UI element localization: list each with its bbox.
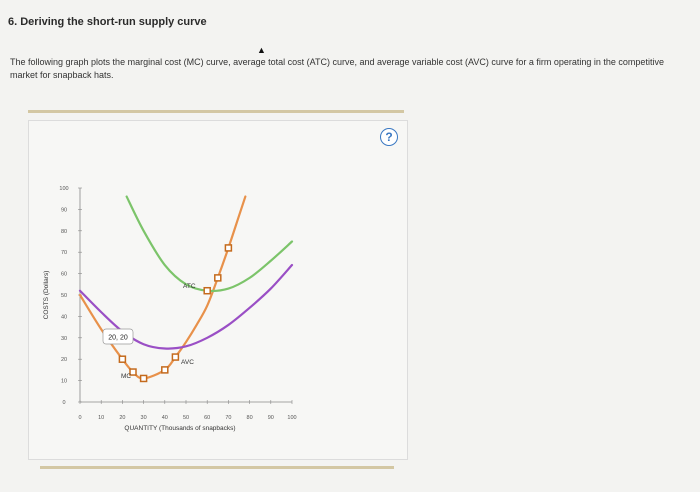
question-text: The following graph plots the marginal cost (MC) curve, average total cost (ATC) curve, and average variable cost (AVC) curve for a firm operating in the competitive market for snapback hats. bbox=[10, 57, 664, 80]
mc-point-marker[interactable] bbox=[172, 354, 178, 360]
mc-point-marker[interactable] bbox=[225, 245, 231, 251]
y-tick-label: 40 bbox=[60, 314, 68, 321]
question-title: 6. Deriving the short-run supply curve bbox=[8, 16, 207, 28]
x-axis-title: QUANTITY (Thousands of snapbacks) bbox=[124, 425, 236, 432]
label-atc: ATC bbox=[183, 283, 196, 290]
y-tick-label: 10 bbox=[60, 378, 68, 385]
y-tick-label: 60 bbox=[60, 271, 68, 278]
point-label-text: 20, 20 bbox=[108, 334, 128, 342]
mc-point-marker[interactable] bbox=[119, 356, 125, 362]
y-tick-label: 30 bbox=[60, 335, 68, 342]
divider-bottom bbox=[40, 466, 394, 469]
y-tick-label: 80 bbox=[60, 228, 68, 235]
x-tick-label: 10 bbox=[98, 415, 105, 421]
label-mc: MC bbox=[121, 373, 132, 380]
y-tick-label: 0 bbox=[62, 400, 66, 406]
mc-point-marker[interactable] bbox=[215, 275, 221, 281]
x-tick-label: 70 bbox=[225, 415, 232, 421]
x-tick-label: 90 bbox=[267, 415, 274, 421]
x-tick-label: 30 bbox=[140, 415, 147, 421]
x-tick-label: 40 bbox=[161, 415, 168, 421]
y-tick-label: 50 bbox=[60, 293, 68, 299]
x-tick-label: 80 bbox=[246, 415, 253, 421]
x-tick-label: 0 bbox=[78, 415, 82, 421]
y-tick-label: 100 bbox=[59, 186, 69, 192]
x-tick-label: 20 bbox=[119, 415, 126, 421]
x-tick-label: 50 bbox=[182, 415, 190, 421]
y-tick-label: 20 bbox=[60, 357, 68, 364]
mc-point-marker[interactable] bbox=[141, 375, 147, 381]
help-question-icon[interactable]: ? bbox=[380, 128, 398, 146]
y-axis-title: COSTS (Dollars) bbox=[43, 270, 50, 320]
cursor-arrow-icon: ▲ bbox=[257, 45, 266, 55]
x-tick-label: 100 bbox=[287, 415, 297, 421]
mc-point-marker[interactable] bbox=[204, 288, 210, 294]
y-tick-label: 70 bbox=[60, 250, 68, 257]
curve-atc bbox=[127, 197, 292, 291]
x-tick-label: 60 bbox=[204, 415, 211, 421]
curve-mc bbox=[80, 197, 245, 379]
mc-point-marker[interactable] bbox=[162, 367, 168, 373]
y-tick-label: 90 bbox=[60, 207, 68, 214]
label-avc: AVC bbox=[181, 359, 194, 366]
